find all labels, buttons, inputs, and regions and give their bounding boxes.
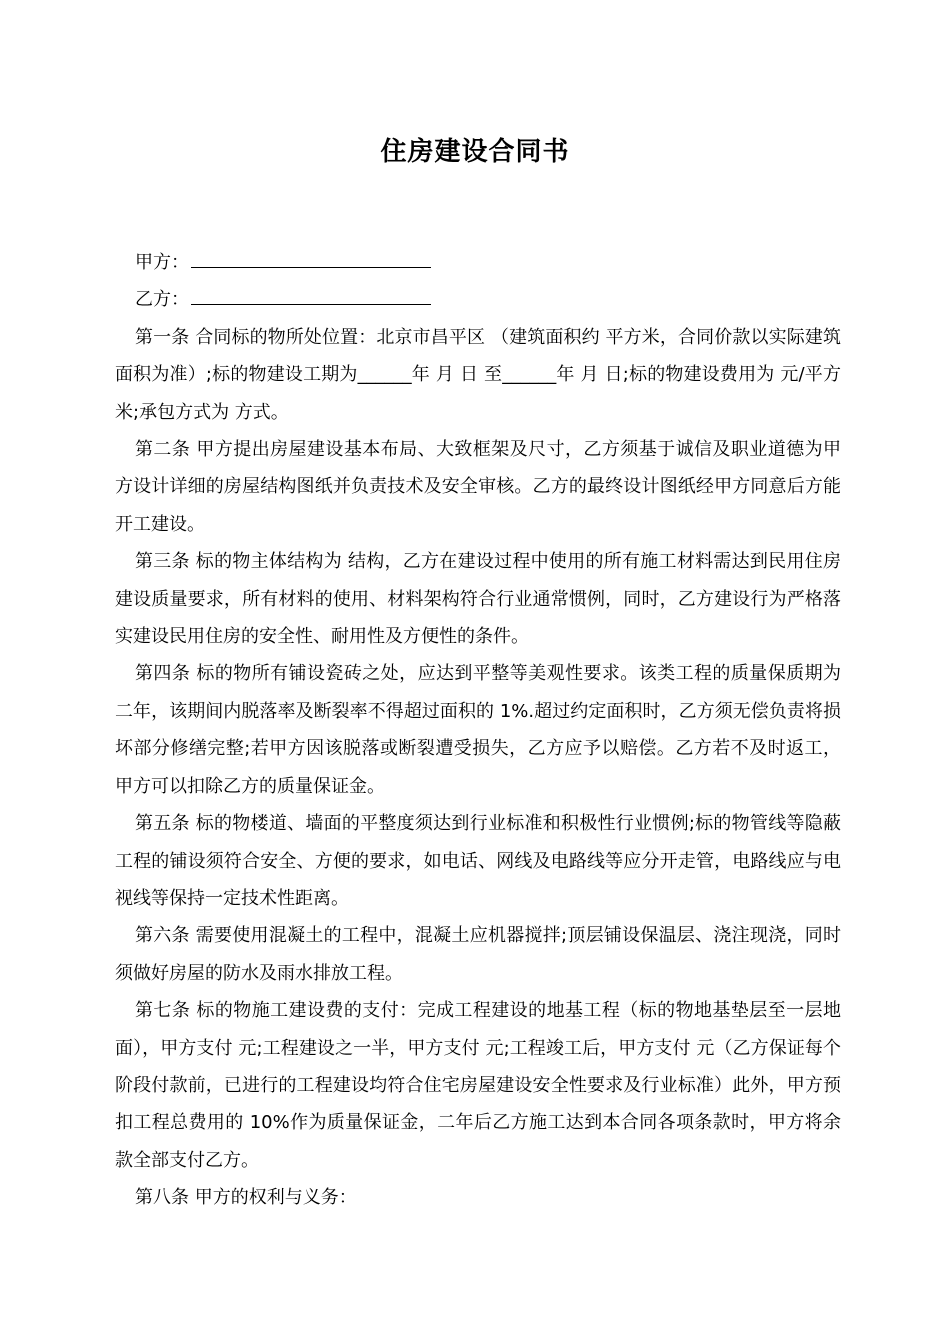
article-1: 第一条 合同标的物所处位置：北京市昌平区 （建筑面积约 平方米，合同价款以实际建筑面积为准）;标的物建设工期为______年 月 日 至______年 月 日;标的物建设费用为 元/平方米;承包方式为 方式。 [115, 326, 841, 423]
party-a-blank [191, 247, 431, 268]
article-2: 第二条 甲方提出房屋建设基本布局、大致框架及尺寸，乙方须基于诚信及职业道德为甲方设计详细的房屋结构图纸并负责技术及安全审核。乙方的最终设计图纸经甲方同意后方能开工建设。 [115, 439, 841, 535]
document-body [115, 244, 841, 1217]
article-6: 第六条 需要使用混凝土的工程中，混凝土应机器搅拌;顶层铺设保温层、浇注现浇，同时须做好房屋的防水及雨水排放工程。 [115, 925, 841, 984]
party-b-label: 乙方： [135, 289, 189, 311]
party-a-line [115, 244, 841, 281]
party-b-blank [191, 284, 431, 305]
article-5: 第五条 标的物楼道、墙面的平整度须达到行业标准和积极性行业惯例;标的物管线等隐蔽工程的铺设须符合安全、方便的要求，如电话、网线及电路线等应分开走管，电路线应与电视线等保持一定技术性距离。 [115, 813, 841, 909]
party-b-line [115, 281, 841, 318]
article-8: 第八条 甲方的权利与义务： [135, 1187, 357, 1209]
document-title: 住房建设合同书 [380, 137, 570, 167]
article-4: 第四条 标的物所有铺设瓷砖之处，应达到平整等美观性要求。该类工程的质量保质期为二年，该期间内脱落率及断裂率不得超过面积的 1%.超过约定面积时，乙方须无偿负责将损坏部分修缮完整;若甲方因该脱落或断裂遭受损失，乙方应予以赔偿。乙方若不及时返工，甲方可以扣除乙方的质量保证金。 [115, 663, 841, 797]
article-3: 第三条 标的物主体结构为 结构，乙方在建设过程中使用的所有施工材料需达到民用住房建设质量要求，所有材料的使用、材料架构符合行业通常惯例，同时，乙方建设行为严格落实建设民用住房的安全性、耐用性及方便性的条件。 [115, 551, 841, 648]
article-7: 第七条 标的物施工建设费的支付：完成工程建设的地基工程（标的物地基垫层至一层地面），甲方支付 元;工程建设之一半，甲方支付 元;工程竣工后，甲方支付 元（乙方保证每个阶段付款前，已进行的工程建设均符合住宅房屋建设安全性要求及行业标准）此外，甲方预扣工程总费用的 10%作为质量保证金，二年后乙方施工达到本合同各项条款时，甲方将余款全部支付乙方。 [115, 1000, 841, 1171]
party-a-label: 甲方： [135, 252, 189, 273]
